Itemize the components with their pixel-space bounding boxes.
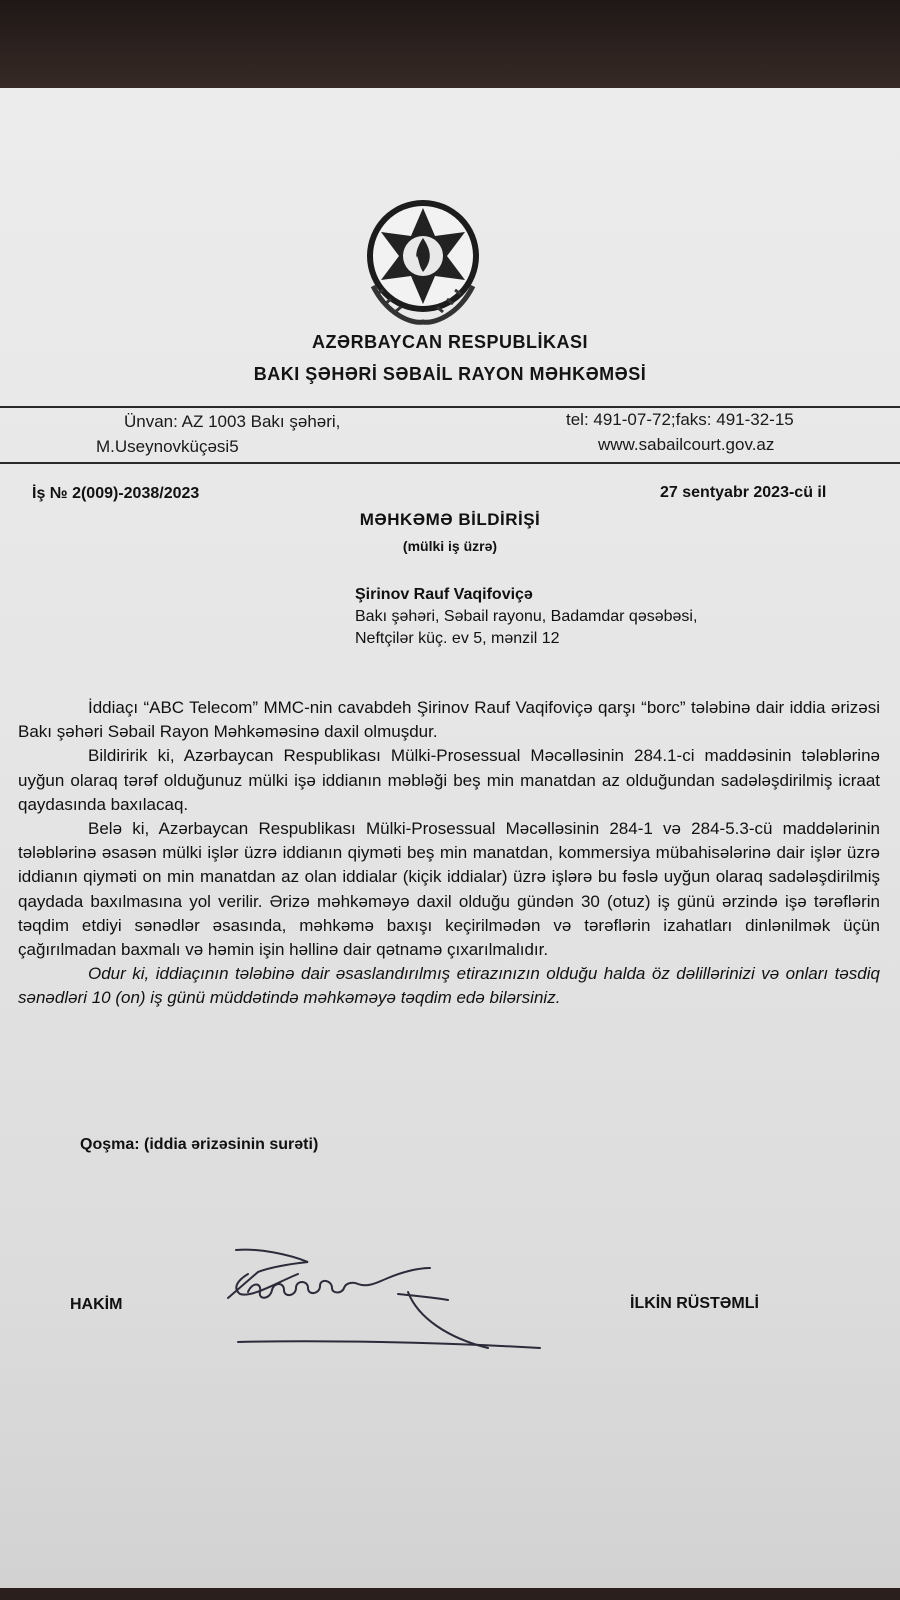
- header-divider-bottom: [0, 462, 900, 464]
- judge-label: HAKİM: [70, 1296, 123, 1313]
- notice-subtitle: (mülki iş üzrə): [402, 538, 498, 554]
- body-paragraph: Bildiririk ki, Azərbaycan Respublikası Mülki-Prosessual Məcəlləsinin 284.1-ci maddəsinin tələblərinə uyğun olaraq tərəf olduğunuz mülki işə iddianın məbləği beş min manatdan az olduğundan sadələşdirilmiş icraat qaydasında baxılacaq.: [18, 746, 880, 814]
- notice-date: 27 sentyabr 2023-cü il: [660, 484, 827, 501]
- case-number: İş № 2(009)-2038/2023: [32, 485, 200, 502]
- body-paragraph: Belə ki, Azərbaycan Respublikası Mülki-Prosessual Məcəlləsinin 284-1 və 284-5.3-cü maddələrinin tələblərinə əsasən mülki işlər üzrə iddianın qiyməti beş min manatdan, kommersiya mübahisələrinə dair işlər üzrə iddianın qiyməti on min manatdan az olan iddialar (kiçik iddialar) üzrə işlərə bu fəslə uyğun olaraq sadələşdirilmiş qaydada baxılmasına yol verilir. Ərizə məhkəməyə daxil olduğu gündən 30 (otuz) iş günü ərzində işə tərəflərin təqdim etdiyi sənədlər əsasında, məhkəmə baxışı keçirilmədən və tərəflərin izahatları dinlənilmək üçün çağırılmadan baxmalı və həmin işin həllinə dair qətnamə çıxarılmalıdır.: [18, 819, 880, 960]
- body-paragraph: İddiaçı “ABC Telecom” MMC-nin cavabdeh Şirinov Rauf Vaqifoviçə qarşı “borc” tələbinə dair iddia ərizəsi Bakı şəhəri Səbail Rayon Məhkəməsinə daxil olmuşdur.: [18, 698, 880, 742]
- recipient-address-line2: Neftçilər küç. ev 5, mənzil 12: [355, 630, 560, 647]
- body-paragraph: Odur ki, iddiaçının tələbinə dair əsaslandırılmış etirazınızın olduğu halda öz dəlillərinizi və onları təsdiq sənədləri 10 (on) iş günü müddətində məhkəməyə təqdim edə bilərsiniz.: [18, 964, 880, 1008]
- notice-body: [18, 696, 880, 1011]
- court-website: www.sabailcourt.gov.az: [598, 435, 775, 454]
- judge-name: İLKİN RÜSTƏMLİ: [630, 1295, 759, 1312]
- court-address-line2: M.Useynovküçəsi5: [96, 437, 239, 456]
- notice-title: MƏHKƏMƏ BİLDİRİŞİ: [359, 510, 541, 529]
- recipient-name: Şirinov Rauf Vaqifoviçə: [355, 586, 533, 603]
- attachment-note: Qoşma: (iddia ərizəsinin surəti): [80, 1136, 319, 1153]
- country-heading: AZƏRBAYCAN RESPUBLİKASI: [312, 332, 588, 352]
- table-background: [0, 0, 900, 100]
- court-phone-fax: tel: 491-07-72;faks: 491-32-15: [566, 410, 794, 429]
- handwritten-signature: [218, 1238, 568, 1378]
- header-divider-top: [0, 406, 900, 408]
- court-notice-document: [0, 88, 900, 1588]
- court-address-line1: Ünvan: AZ 1003 Bakı şəhəri,: [124, 412, 341, 431]
- state-emblem-icon: [362, 198, 484, 328]
- recipient-address-line1: Bakı şəhəri, Səbail rayonu, Badamdar qəsəbəsi,: [355, 608, 698, 625]
- court-heading: BAKI ŞƏHƏRİ SƏBAİL RAYON MƏHKƏMƏSİ: [253, 364, 647, 384]
